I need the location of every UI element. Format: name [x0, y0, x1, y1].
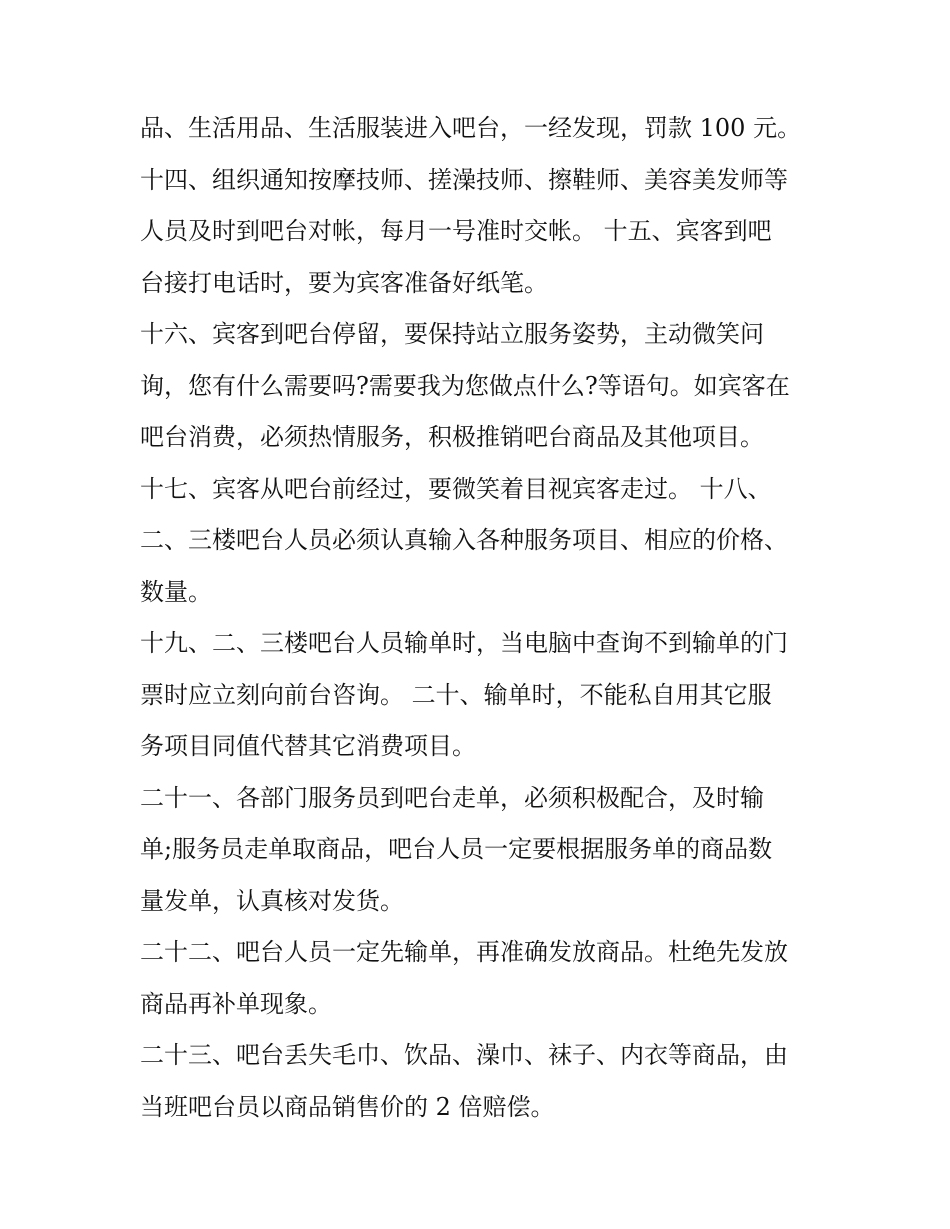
text-line: 询，您有什么需要吗?需要我为您做点什么?等语句。如宾客在 [140, 371, 790, 400]
text-line: 务项目同值代替其它消费项目。 [140, 732, 476, 760]
text-line: 吧台消费，必须热情服务，积极推销吧台商品及其他项目。 [140, 423, 764, 451]
text-line: 量发单，认真核对发货。 [140, 886, 404, 915]
text-line: 商品再补单现象。 [140, 989, 332, 1018]
text-line: 二十一、各部门服务员到吧台走单，必须积极配合，及时输 [140, 783, 764, 812]
text-line: 二十二、吧台人员一定先输单，再准确发放商品。杜绝先发放 [140, 938, 788, 966]
document-body [140, 103, 820, 1133]
text-line: 十四、组织通知按摩技师、搓澡技师、擦鞋师、美容美发师等 [140, 165, 788, 194]
text-line: 当班吧台员以商品销售价的 2 倍赔偿。 [140, 1092, 555, 1121]
text-line: 二十三、吧台丢失毛巾、饮品、澡巾、袜子、内衣等商品，由 [140, 1041, 788, 1069]
text-line: 十九、二、三楼吧台人员输单时，当电脑中查询不到输单的门 [140, 629, 788, 657]
text-line: 人员及时到吧台对帐，每月一号准时交帐。 十五、宾客到吧 [140, 217, 772, 245]
text-line: 数量。 [140, 577, 212, 606]
text-line: 品、生活用品、生活服装进入吧台，一经发现，罚款 100 元。 [140, 114, 802, 142]
text-line: 十六、宾客到吧台停留，要保持站立服务姿势，主动微笑问 [140, 320, 764, 348]
text-line: 票时应立刻向前台咨询。 二十、输单时，不能私自用其它服 [140, 680, 772, 709]
text-line: 十七、宾客从吧台前经过，要微笑着目视宾客走过。 十八、 [140, 474, 772, 503]
text-line: 台接打电话时，要为宾客准备好纸笔。 [140, 268, 548, 297]
text-line: 单;服务员走单取商品，吧台人员一定要根据服务单的商品数 [140, 835, 773, 863]
text-line: 二、三楼吧台人员必须认真输入各种服务项目、相应的价格、 [140, 526, 788, 554]
